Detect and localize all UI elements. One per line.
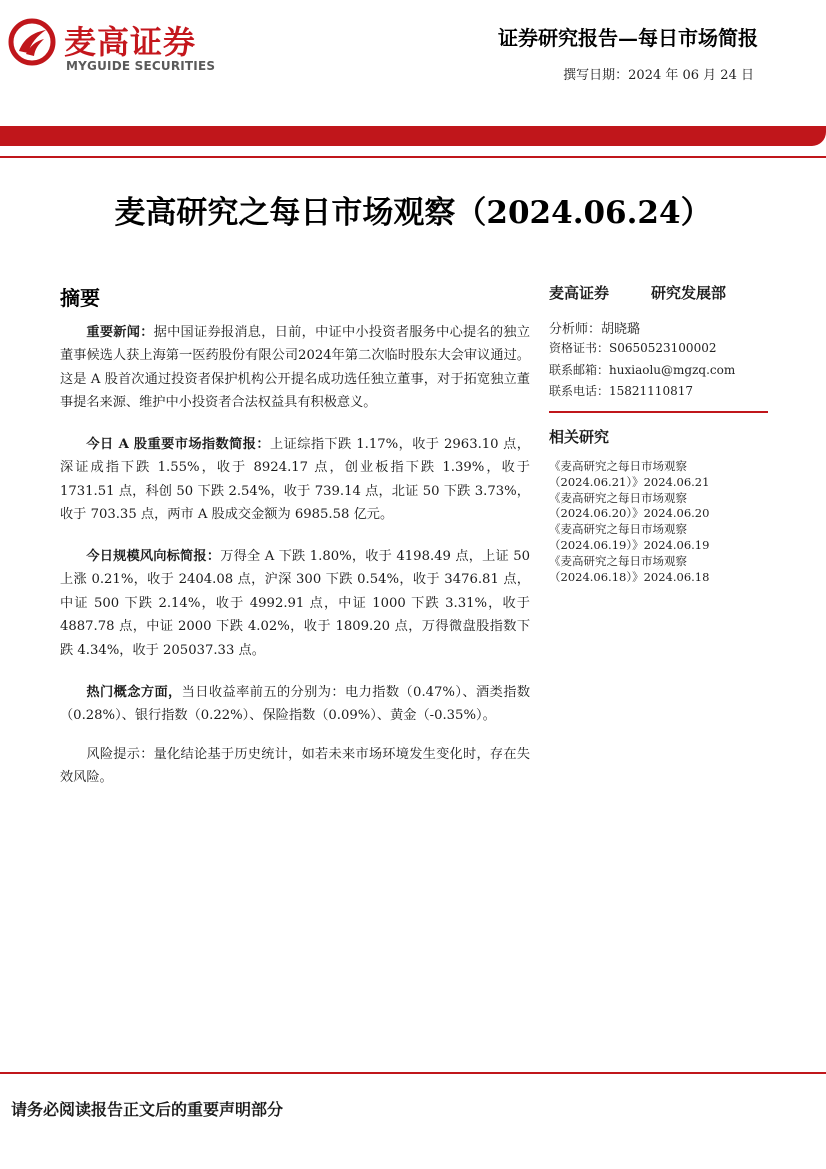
paragraph-lead: 重要新闻： <box>86 325 154 340</box>
header-red-line <box>0 156 826 158</box>
date-label: 撰写日期： <box>563 68 629 83</box>
sidebar-company: 麦高证券 <box>549 284 610 302</box>
related-research-item[interactable]: 《麦高研究之每日市场观察 <box>549 490 687 505</box>
paragraph-text: 当日收益率前五的分别为：电力指数（0.47%）、酒类指数（0.28%）、银行指数（0.22%）、保险指数（0.09%）、黄金（-0.35%）。 <box>60 685 531 724</box>
logo-name: 麦高证券 <box>64 23 197 61</box>
report-type: 证券研究报告—每日市场简报 <box>498 26 758 50</box>
related-research-list <box>549 459 779 585</box>
related-research-heading: 相关研究 <box>549 428 610 446</box>
news-paragraph <box>60 321 530 415</box>
analyst-name: 分析师：胡晓璐 <box>549 322 641 337</box>
risk-paragraph <box>60 743 530 790</box>
scale-paragraph <box>60 545 530 662</box>
analyst-phone: 联系电话：15821110817 <box>549 384 693 398</box>
report-date <box>563 64 754 83</box>
related-research-item[interactable]: 《麦高研究之每日市场观察 <box>549 522 687 537</box>
paragraph-lead: 今日 A 股重要市场指数简报： <box>86 437 270 452</box>
header-red-bar <box>0 126 826 146</box>
logo-english-name: MYGUIDE SECURITIES <box>66 59 216 73</box>
related-research-item[interactable]: （2024.06.21）》2024.06.21 <box>549 474 710 489</box>
paragraph-text: 上证综指下跌 1.17%，收于 2963.10 点，深证成指下跌 1.55%，收于 8924.17 点，创业板指下跌 1.39%，收于 1731.51 点，科创 50 下跌 2.54%，收于 739.14 点，北证 50 下跌 3.73%，收于 703.35 点，两市 A 股成交金额为 6985.58 亿元。 <box>60 437 530 523</box>
concept-paragraph <box>60 681 530 728</box>
page-title: 麦高研究之每日市场观察（2024.06.24） <box>114 195 712 231</box>
related-research-item[interactable]: （2024.06.18）》2024.06.18 <box>549 569 710 584</box>
analyst-certificate: 资格证书：S0650523100002 <box>549 341 717 355</box>
analyst-email: 联系邮箱：huxiaolu@mgzq.com <box>549 363 736 377</box>
paragraph-text: 据中国证券报消息，日前，中证中小投资者服务中心提名的独立董事候选人获上海第一医药股份有限公司2024年第二次临时股东大会审议通过。这是 A 股首次通过投资者保护机构公开提名成功选任独立董事，对于拓宽独立董事提名来源、维护中小投资者合法权益具有积极意义。 <box>60 325 531 411</box>
paragraph-lead: 今日规模风向标简报： <box>86 549 221 564</box>
related-research-item[interactable]: 《麦高研究之每日市场观察 <box>549 459 687 473</box>
related-research-item[interactable]: （2024.06.20）》2024.06.20 <box>549 506 710 521</box>
footer-disclaimer: 请务必阅读报告正文后的重要声明部分 <box>11 1100 284 1119</box>
paragraph-text: 万得全 A 下跌 1.80%，收于 4198.49 点，上证 50 上涨 0.21%，收于 2404.08 点，沪深 300 下跌 0.54%，收于 3476.81 点，中证 500 下跌 2.14%，收于 4992.91 点，中证 1000 下跌 3.31%，收于 4887.78 点，中证 2000 下跌 4.02%，收于 1809.20 点，万得微盘股指数下跌 4.34%，收于 205037.33 点。 <box>60 549 530 658</box>
footer-red-line <box>0 1072 826 1074</box>
company-logo-icon <box>8 18 56 66</box>
date-value: 2024 年 06 月 24 日 <box>628 68 754 83</box>
index-paragraph <box>60 433 530 527</box>
sidebar-department: 研究发展部 <box>651 284 727 302</box>
sidebar-divider <box>549 411 768 413</box>
summary-heading: 摘要 <box>60 286 100 310</box>
paragraph-lead: 热门概念方面， <box>86 685 182 700</box>
paragraph-text: 风险提示：量化结论基于历史统计，如若未来市场环境发生变化时，存在失效风险。 <box>60 747 530 786</box>
related-research-item[interactable]: （2024.06.19）》2024.06.19 <box>549 537 710 552</box>
related-research-item[interactable]: 《麦高研究之每日市场观察 <box>549 553 687 568</box>
